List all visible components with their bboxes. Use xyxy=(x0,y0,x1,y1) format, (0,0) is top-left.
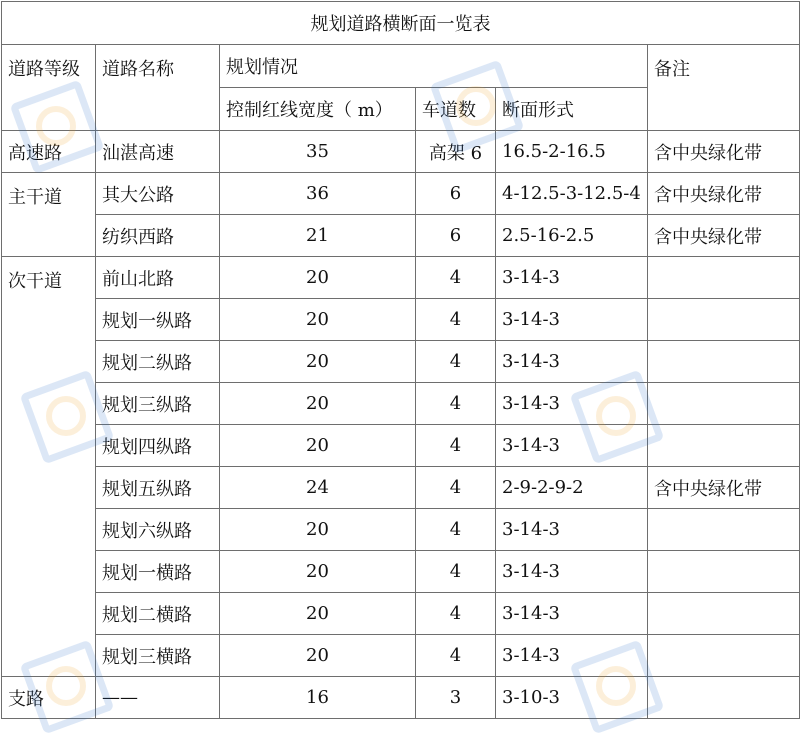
cell-lanes: 4 xyxy=(416,341,496,383)
cell-lanes: 4 xyxy=(416,593,496,635)
cell-name: 规划三纵路 xyxy=(96,383,220,425)
cell-section: 3-14-3 xyxy=(496,299,648,341)
cell-lanes: 高架 6 xyxy=(416,131,496,173)
cell-width: 24 xyxy=(220,467,416,509)
table-title: 规划道路横断面一览表 xyxy=(2,2,800,45)
cell-lanes: 4 xyxy=(416,425,496,467)
cell-lanes: 3 xyxy=(416,677,496,719)
cell-width: 36 xyxy=(220,173,416,215)
cell-lanes: 4 xyxy=(416,383,496,425)
cell-section: 3-14-3 xyxy=(496,341,648,383)
header-note: 备注 xyxy=(648,45,800,131)
cell-note xyxy=(648,257,800,299)
cell-grade: 主干道 xyxy=(2,173,96,257)
cell-section: 3-10-3 xyxy=(496,677,648,719)
cell-note xyxy=(648,635,800,677)
cell-section: 2.5-16-2.5 xyxy=(496,215,648,257)
cell-width: 16 xyxy=(220,677,416,719)
cell-width: 20 xyxy=(220,383,416,425)
table-row xyxy=(2,635,800,677)
header-grade: 道路等级 xyxy=(2,45,96,131)
header-planning: 规划情况 xyxy=(220,45,648,88)
table-row xyxy=(2,467,800,509)
cell-name: 规划二纵路 xyxy=(96,341,220,383)
cell-section: 2-9-2-9-2 xyxy=(496,467,648,509)
table-row xyxy=(2,341,800,383)
cell-section: 3-14-3 xyxy=(496,635,648,677)
table-row xyxy=(2,593,800,635)
cell-note xyxy=(648,383,800,425)
cell-section: 3-14-3 xyxy=(496,383,648,425)
cell-name: —— xyxy=(96,677,220,719)
cell-section: 3-14-3 xyxy=(496,509,648,551)
header-name: 道路名称 xyxy=(96,45,220,131)
cell-note: 含中央绿化带 xyxy=(648,173,800,215)
cell-name: 规划一纵路 xyxy=(96,299,220,341)
header-lanes: 车道数 xyxy=(416,88,496,131)
table-row xyxy=(2,509,800,551)
cell-lanes: 4 xyxy=(416,467,496,509)
cell-width: 20 xyxy=(220,509,416,551)
cell-name: 规划六纵路 xyxy=(96,509,220,551)
table-row xyxy=(2,299,800,341)
table-row xyxy=(2,677,800,719)
cell-name: 前山北路 xyxy=(96,257,220,299)
table-row xyxy=(2,173,800,215)
cell-lanes: 4 xyxy=(416,299,496,341)
cell-lanes: 4 xyxy=(416,635,496,677)
cell-width: 20 xyxy=(220,635,416,677)
cell-width: 20 xyxy=(220,425,416,467)
cell-grade: 次干道 xyxy=(2,257,96,677)
table-row xyxy=(2,383,800,425)
cell-width: 20 xyxy=(220,341,416,383)
cell-note xyxy=(648,299,800,341)
cell-section: 4-12.5-3-12.5-4 xyxy=(496,173,648,215)
cell-lanes: 6 xyxy=(416,173,496,215)
cell-name: 规划二横路 xyxy=(96,593,220,635)
cell-section: 3-14-3 xyxy=(496,257,648,299)
cell-grade: 高速路 xyxy=(2,131,96,173)
cell-note xyxy=(648,425,800,467)
cell-section: 3-14-3 xyxy=(496,551,648,593)
cell-note xyxy=(648,509,800,551)
cell-note: 含中央绿化带 xyxy=(648,131,800,173)
cell-lanes: 4 xyxy=(416,551,496,593)
cell-width: 20 xyxy=(220,551,416,593)
road-cross-section-table xyxy=(1,1,800,719)
cell-name: 规划三横路 xyxy=(96,635,220,677)
cell-grade: 支路 xyxy=(2,677,96,719)
cell-lanes: 4 xyxy=(416,509,496,551)
cell-name: 汕湛高速 xyxy=(96,131,220,173)
cell-section: 3-14-3 xyxy=(496,425,648,467)
header-width: 控制红线宽度（ m） xyxy=(220,88,416,131)
cell-width: 35 xyxy=(220,131,416,173)
cell-lanes: 6 xyxy=(416,215,496,257)
cell-note xyxy=(648,677,800,719)
cell-section: 3-14-3 xyxy=(496,593,648,635)
cell-note: 含中央绿化带 xyxy=(648,215,800,257)
table-row xyxy=(2,257,800,299)
cell-name: 规划一横路 xyxy=(96,551,220,593)
cell-note: 含中央绿化带 xyxy=(648,467,800,509)
cell-width: 20 xyxy=(220,257,416,299)
cell-note xyxy=(648,551,800,593)
cell-name: 纺织西路 xyxy=(96,215,220,257)
table-row xyxy=(2,425,800,467)
table-row xyxy=(2,131,800,173)
cell-note xyxy=(648,593,800,635)
cell-note xyxy=(648,341,800,383)
cell-name: 规划五纵路 xyxy=(96,467,220,509)
cell-width: 20 xyxy=(220,593,416,635)
cell-name: 规划四纵路 xyxy=(96,425,220,467)
table-row xyxy=(2,215,800,257)
table-row xyxy=(2,551,800,593)
cell-name: 其大公路 xyxy=(96,173,220,215)
cell-section: 16.5-2-16.5 xyxy=(496,131,648,173)
cell-lanes: 4 xyxy=(416,257,496,299)
header-section: 断面形式 xyxy=(496,88,648,131)
cell-width: 21 xyxy=(220,215,416,257)
cell-width: 20 xyxy=(220,299,416,341)
